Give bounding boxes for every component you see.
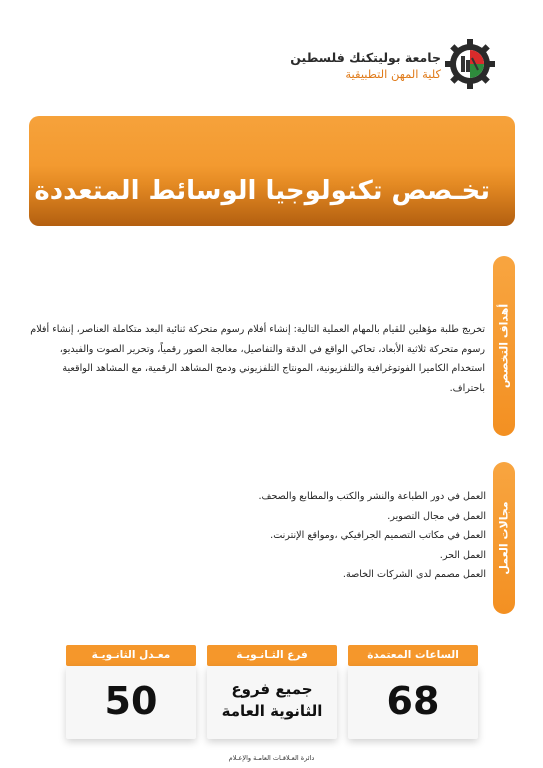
university-logo-icon <box>444 38 496 90</box>
goals-tab <box>493 256 515 436</box>
secondary-branch-card <box>207 645 337 739</box>
fields-tab-label: مجالات العمل <box>497 501 511 575</box>
goals-tab-label: أهداف التخصص <box>497 303 511 389</box>
secondary-average-card <box>66 645 196 739</box>
list-item: العمل في دور الطباعة والنشر والكتب والمطابع والصحف. <box>258 491 486 502</box>
secondary-average-value: 50 <box>104 679 158 723</box>
university-name: جامعة بوليتكنك فلسطين <box>290 50 441 65</box>
credit-hours-value: 68 <box>386 679 440 723</box>
fields-tab <box>493 462 515 614</box>
college-name: كلية المهن التطبيقية <box>345 67 441 81</box>
secondary-branch-value-line1: جميع فروع <box>231 680 313 698</box>
list-item: العمل في مكاتب التصميم الجرافيكي ،ومواقع الإنترنت. <box>270 530 486 541</box>
footer-text: دائرة العـلاقـات العامـة والإعـلام <box>228 754 315 762</box>
list-item: العمل في مجال التصوير. <box>387 510 486 522</box>
fields-list <box>190 487 486 585</box>
secondary-branch-value-line2: الثانوية العامة <box>221 702 323 720</box>
credit-hours-label: الساعات المعتمدة <box>348 645 478 666</box>
list-item: العمل الحر. <box>439 549 486 561</box>
list-item: العمل مصمم لدى الشركات الخاصة. <box>342 569 486 580</box>
goals-text: تخريج طلبة مؤهلين للقيام بالمهام العملية التالية: إنشاء أفلام رسوم متحركة ثنائية البعد متكاملة العناصر، إنشاء أفلام رسوم متحركة ثلاثية الأبعاد، تحاكي الواقع في الدقة والتفاصيل، معالجة الصور رقمياً، وتحرير الصوت والفيديو، استخدام الكاميرا الفوتوغرافية والتلفزيونية، المونتاج التلفزيوني ودمج المشاهد الرقمية، مع المشاهد الواقعية باحتراف. <box>30 324 485 394</box>
secondary-branch-label: فرع الثـانـويـة <box>207 645 337 666</box>
credit-hours-card <box>348 645 478 739</box>
secondary-branch-value <box>207 678 337 722</box>
page-title: تخـصص تكنولوجيا الوسائط المتعددة <box>34 176 490 206</box>
title-banner <box>29 116 515 226</box>
secondary-average-label: معـدل الثانـويـة <box>66 645 196 666</box>
